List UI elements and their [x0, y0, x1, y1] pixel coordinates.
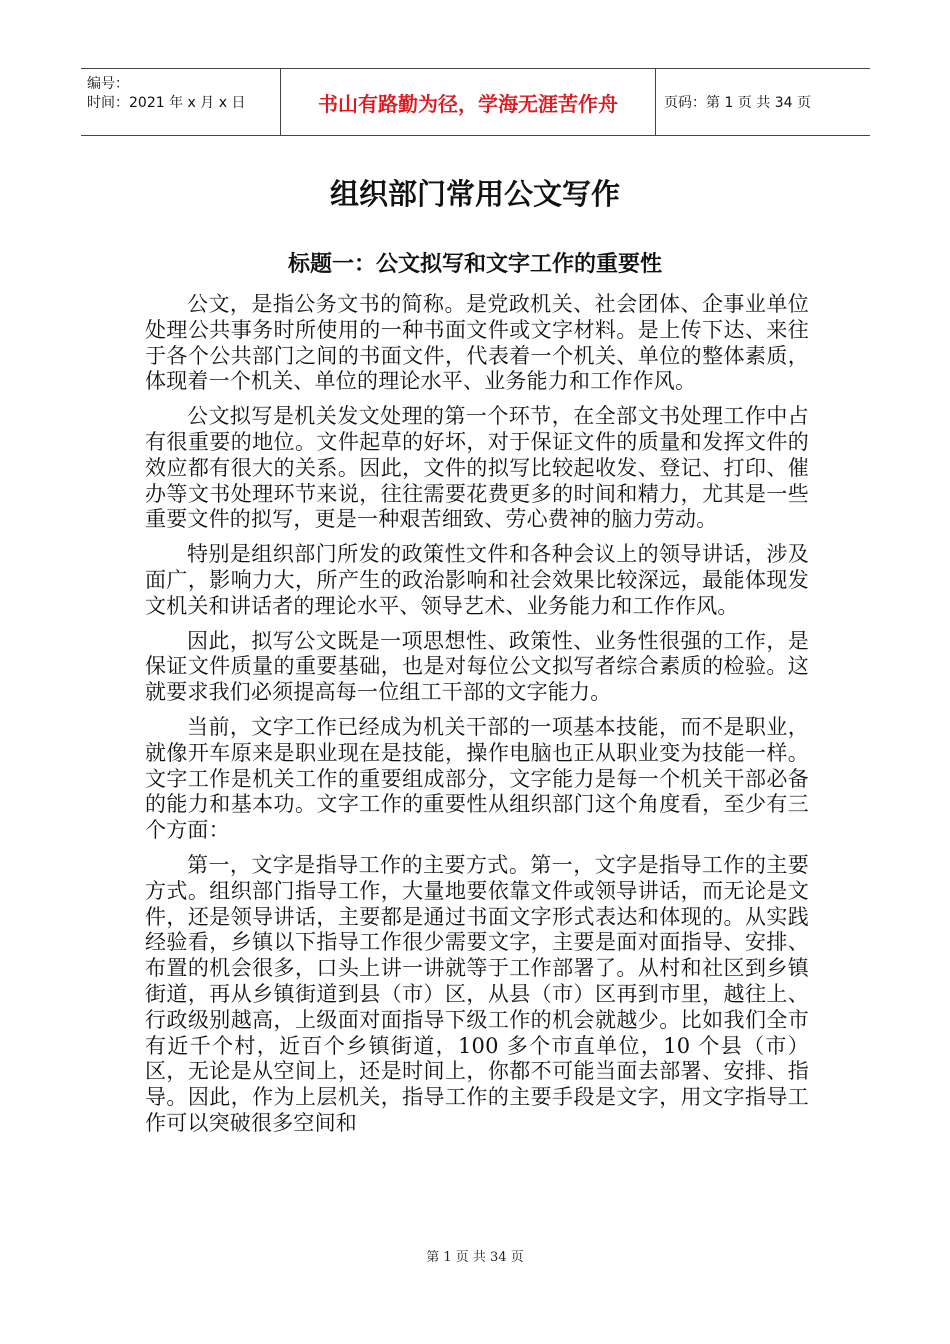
- header-meta: [81, 69, 281, 135]
- document-body: [145, 292, 809, 1146]
- document-number-label: 编号：: [87, 76, 129, 92]
- document-time-label: 时间：2021 年 x 月 x 日: [87, 95, 246, 111]
- paragraph: 第一，文字是指导工作的主要方式。第一，文字是指导工作的主要方式。组织部门指导工作，大量地要依靠文件或领导讲话，而无论是文件，还是领导讲话，主要都是通过书面文字形式表达和体现的。从实践经验看，乡镇以下指导工作很少需要文字，主要是面对面指导、安排、布置的机会很多，口头上讲一讲就等于工作部署了。从村和社区到乡镇街道，再从乡镇街道到县（市）区，从县（市）区再到市里，越往上、行政级别越高，上级面对面指导下级工作的机会就越少。比如我们全市有近千个村，近百个乡镇街道，100 多个市直单位，10 个县（市）区，无论是从空间上，还是时间上，你都不可能当面去部署、安排、指导。因此，作为上层机关，指导工作的主要手段是文字，用文字指导工作可以突破很多空间和: [145, 852, 809, 1135]
- header-motto: 书山有路勤为径，学海无涯苦作舟: [281, 69, 656, 135]
- paragraph: 公文，是指公务文书的简称。是党政机关、社会团体、企事业单位处理公共事务时所使用的一种书面文件或文字材料。是上传下达、来往于各个公共部门之间的书面文件，代表着一个机关、单位的整体素质，体现着一个机关、单位的理论水平、业务能力和工作作风。: [145, 292, 809, 394]
- document-title: 组织部门常用公文写作: [329, 177, 620, 211]
- paragraph: 因此，拟写公文既是一项思想性、政策性、业务性很强的工作，是保证文件质量的重要基础，也是对每位公文拟写者综合素质的检验。这就要求我们必须提高每一位组工干部的文字能力。: [145, 628, 809, 705]
- header-page-info: 页码：第 1 页 共 34 页: [664, 95, 811, 111]
- page-footer: 第 1 页 共 34 页: [426, 1250, 524, 1265]
- document-header: [81, 68, 870, 136]
- paragraph: 当前，文字工作已经成为机关干部的一项基本技能，而不是职业，就像开车原来是职业现在是技能，操作电脑也正从职业变为技能一样。文字工作是机关工作的重要组成部分，文字能力是每一个机关干部必备的能力和基本功。文字工作的重要性从组织部门这个角度看，至少有三个方面：: [145, 714, 809, 843]
- paragraph: 特别是组织部门所发的政策性文件和各种会议上的领导讲话，涉及面广，影响力大，所产生的政治影响和社会效果比较深远，最能体现发文机关和讲话者的理论水平、领导艺术、业务能力和工作作风。: [145, 542, 809, 618]
- paragraph: 公文拟写是机关发文处理的第一个环节，在全部文书处理工作中占有很重要的地位。文件起草的好坏，对于保证文件的质量和发挥文件的效应都有很大的关系。因此，文件的拟写比较起收发、登记、打印、催办等文书处理环节来说，往往需要花费更多的时间和精力，尤其是一些重要文件的拟写，更是一种艰苦细致、劳心费神的脑力劳动。: [145, 404, 809, 532]
- document-subtitle: 标题一：公文拟写和文字工作的重要性: [287, 252, 662, 277]
